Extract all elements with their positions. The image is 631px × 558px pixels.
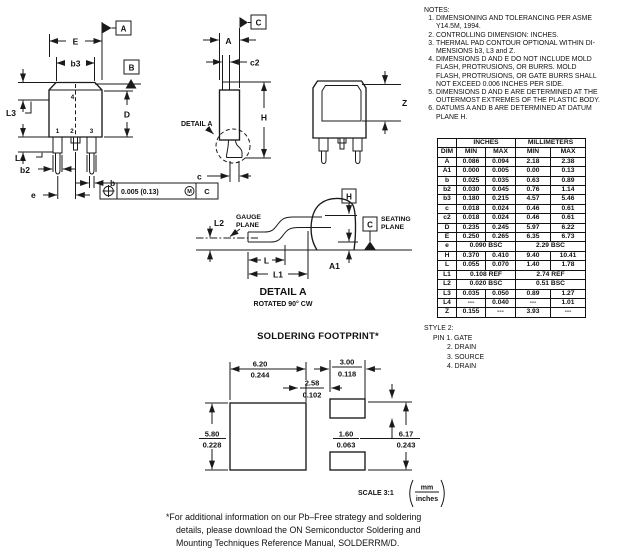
note-item: 1. DIMENSIONING AND TOLERANCING PER ASME Y14.5M, 1994. (428, 15, 592, 31)
table-row: A 0.086 0.094 2.18 2.38 (438, 157, 586, 166)
bottom-pad (330, 452, 365, 470)
back-body-outline (313, 81, 366, 138)
detail-a-callout: DETAIL A (181, 121, 213, 128)
table-row: E 0.250 0.265 6.35 6.73 (438, 233, 586, 242)
pin-style-line: 4. DRAIN (447, 363, 477, 370)
fp-width-mm: 6.20 (252, 359, 268, 369)
note-item: 3. THERMAL PAD CONTOUR OPTIONAL WITHIN DI- MENSIONS b3, L3 and Z. (428, 39, 595, 56)
fp-gap-in: 0.102 (302, 390, 322, 400)
style-title: STYLE 2: (424, 325, 454, 332)
table-row: A1 0.000 0.005 0.00 0.13 (438, 167, 586, 176)
table-row: Z 0.155 --- 3.93 --- (438, 308, 586, 317)
tolerance-value: 0.005 (0.13) (121, 189, 159, 196)
dim-label-b2: b2 (20, 165, 30, 175)
front-view (6, 21, 218, 200)
table-row: H 0.370 0.410 9.40 10.41 (438, 251, 586, 260)
thermal-pad-outline (322, 86, 361, 122)
dim-label-c: c (197, 171, 202, 182)
table-row: b2 0.030 0.045 0.76 1.14 (438, 186, 586, 195)
gauge-plane-label2: PLANE (236, 222, 260, 229)
datum-a-triangle (102, 23, 112, 34)
datum-c-triangle (240, 17, 249, 28)
dim-label-c2: c2 (250, 57, 260, 68)
table-row: L2 0.020 BSC 0.51 BSC (438, 280, 586, 289)
table-row: b3 0.180 0.215 4.57 5.46 (438, 195, 586, 204)
seating-datum-c-label: C (367, 220, 373, 230)
dim-label-e: e (31, 190, 36, 200)
pin2-lead (71, 137, 80, 143)
notes-title: NOTES: (424, 7, 450, 14)
dim-label-L4: L4 (15, 153, 25, 163)
seating-datum-triangle (364, 242, 376, 251)
table-header-groups: INCHES MILLIMETERS (438, 139, 586, 148)
fp-pad-width-mm: 3.00 (339, 357, 355, 367)
note-item: 4. DIMENSIONS D AND E DO NOT INCLUDE MOLD FLASH, PROTRUSIONS, OR BURRS. MOLD FLASH, PROTRUSIONS, OR GATE BURRS SHALL NOT EXCEED 0.006 INCHES PER SIDE. (428, 56, 597, 88)
dim-label-L: L (263, 255, 270, 266)
fp-height-mm: 5.80 (204, 429, 220, 439)
datum-c-label: C (255, 18, 262, 28)
table-row: c 0.018 0.024 0.46 0.61 (438, 204, 586, 213)
fp-pad-width-in: 0.118 (337, 369, 357, 379)
detail-a-subtitle: ROTATED 90° CW (253, 301, 313, 308)
footprint-title: SOLDERING FOOTPRINT* (257, 331, 379, 342)
unit-bottom-label: inches (415, 496, 439, 503)
pin3-lead (87, 137, 96, 153)
pin1-number: 1 (55, 128, 60, 135)
pin-style-line: 2. DRAIN (447, 344, 477, 351)
main-pad (230, 403, 306, 470)
pin-style-block (424, 324, 484, 372)
seating-plane-label: SEATING (381, 216, 411, 223)
datum-a-label: A (120, 24, 127, 34)
pin3-number: 3 (89, 128, 94, 135)
paren-right (441, 480, 444, 507)
unit-top-label: mm (420, 484, 434, 492)
paren-left (410, 480, 413, 507)
table-row: c2 0.018 0.024 0.46 0.61 (438, 214, 586, 223)
dim-label-L1: L1 (273, 269, 283, 280)
dim-label-b: b (110, 178, 116, 188)
pin-style-line: 3. SOURCE (447, 353, 485, 361)
footnote-line: *For additional information on our Pb–Free strategy and soldering (166, 512, 422, 522)
fp-gap-mm: 2.58 (304, 378, 320, 388)
dim-label-A1: A1 (329, 261, 340, 271)
fp-total-height-mm: 6.17 (398, 429, 414, 439)
pin1-lead (53, 137, 62, 153)
pin2-number: 2 (70, 128, 74, 135)
fp-pad-height-in: 0.063 (336, 440, 356, 450)
soldering-footprint-drawing (199, 358, 444, 508)
table-header-cols: DIM MIN MAX MIN MAX (438, 148, 586, 157)
table-row: L 0.055 0.070 1.40 1.78 (438, 261, 586, 270)
mmc-letter: M (187, 189, 192, 196)
scale-label: SCALE 3:1 (358, 490, 394, 497)
table-row: e 0.090 BSC 2.29 BSC (438, 242, 586, 251)
detail-a-view (196, 189, 412, 308)
footnote-line: Mounting Techniques Reference Manual, SOLDERRM/D. (176, 537, 400, 548)
dim-label-L2: L2 (214, 218, 224, 228)
side-view (181, 15, 271, 182)
table-row: b 0.025 0.035 0.63 0.89 (438, 176, 586, 185)
dimension-table (437, 138, 586, 318)
back-view (313, 71, 407, 164)
table-row: L4 --- 0.040 --- 1.01 (438, 298, 586, 307)
tolerance-frame (100, 183, 218, 199)
note-item: 5. DIMENSIONS D AND E ARE DETERMINED AT THE OUTERMOST EXTREMES OF THE PLASTIC BODY. (428, 89, 600, 105)
tolerance-datum-ref: C (204, 187, 210, 196)
pin-style-line: PIN 1. GATE (433, 334, 473, 342)
dim-label-A: A (225, 36, 232, 46)
datum-b-label: B (128, 63, 135, 73)
table-row: L1 0.108 REF 2.74 REF (438, 270, 586, 279)
dim-label-b3: b3 (70, 58, 81, 69)
fp-pad-height-mm: 1.60 (338, 429, 354, 439)
gauge-plane-label: GAUGE (236, 214, 261, 221)
note-item: 6. DATUMS A AND B ARE DETERMINED AT DATUM PLANE H. (428, 105, 592, 121)
dim-label-L3: L3 (6, 108, 16, 118)
dim-label-H: H (260, 112, 268, 123)
dim-label-E: E (72, 36, 79, 47)
seating-plane-label2: PLANE (381, 224, 405, 231)
dim-label-D: D (123, 109, 131, 120)
fp-width-in: 0.244 (250, 370, 270, 380)
table-row: D 0.235 0.245 5.97 6.22 (438, 223, 586, 232)
notes-block (424, 7, 626, 122)
note-item: 2. CONTROLLING DIMENSION: INCHES. (428, 31, 559, 39)
dim-label-Z: Z (402, 98, 408, 108)
table-row: L3 0.035 0.050 0.89 1.27 (438, 289, 586, 298)
pin4-number: 4 (70, 94, 75, 101)
footnote-line: details, please download the ON Semiconductor Soldering and (176, 524, 421, 535)
detail-a-title: DETAIL A (259, 286, 307, 298)
fp-height-in: 0.228 (202, 440, 222, 450)
datum-h-label: H (346, 192, 352, 202)
top-pad (330, 399, 365, 418)
footnote (166, 511, 496, 549)
fp-total-height-in: 0.243 (396, 440, 416, 450)
